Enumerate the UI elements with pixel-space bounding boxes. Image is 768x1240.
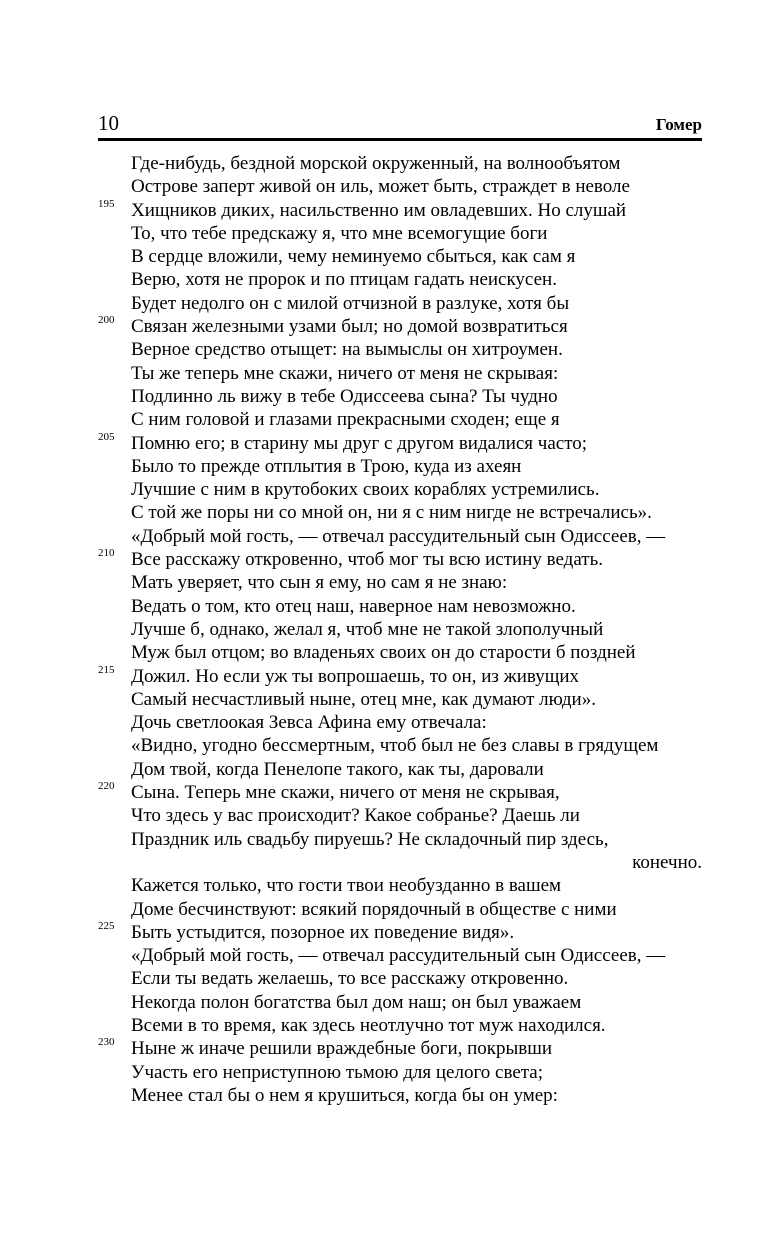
verse-line bbox=[98, 385, 702, 408]
verse-text: Менее стал бы о нем я крушиться, когда бы он умер: bbox=[131, 1084, 558, 1106]
verse-line bbox=[98, 478, 702, 501]
line-number: 220 bbox=[98, 780, 115, 793]
header-rule bbox=[98, 138, 702, 141]
verse-line bbox=[98, 618, 702, 641]
verse-line bbox=[98, 921, 702, 944]
verse-text: Мать уверяет, что сын я ему, но сам я не знаю: bbox=[131, 572, 508, 594]
verse-line bbox=[98, 338, 702, 361]
verse-line bbox=[98, 641, 702, 664]
verse-text: Хищников диких, насильственно им овладевших. Но слушай bbox=[131, 199, 627, 221]
verse-line bbox=[98, 525, 702, 548]
verse-line bbox=[98, 501, 702, 524]
verse-text: Ты же теперь мне скажи, ничего от меня не скрывая: bbox=[131, 362, 559, 384]
verse-line bbox=[98, 245, 702, 268]
verse-line bbox=[98, 432, 702, 455]
verse-line bbox=[98, 828, 702, 851]
verse-text: Острове заперт живой он иль, может быть, страждет в неволе bbox=[131, 176, 630, 198]
verse-text: Было то прежде отплытия в Трою, куда из ахеян bbox=[131, 455, 522, 477]
verse-line bbox=[98, 711, 702, 734]
line-number: 215 bbox=[98, 663, 115, 676]
verse-text: Верное средство отыщет: на вымыслы он хитроумен. bbox=[131, 339, 563, 361]
verse-line bbox=[98, 315, 702, 338]
verse-text: Дом твой, когда Пенелопе такого, как ты, даровали bbox=[131, 758, 544, 780]
verse-line bbox=[98, 967, 702, 990]
verse-line bbox=[98, 175, 702, 198]
verse-line bbox=[98, 734, 702, 757]
verse-text: конечно. bbox=[632, 851, 702, 873]
verse-text: Если ты ведать желаешь, то все расскажу откровенно. bbox=[131, 968, 569, 990]
verse-line bbox=[98, 571, 702, 594]
verse-text: Сына. Теперь мне скажи, ничего от меня не скрывая, bbox=[131, 782, 560, 804]
verse-line bbox=[98, 1084, 702, 1107]
verse-text: То, что тебе предскажу я, что мне всемогущие боги bbox=[131, 222, 548, 244]
verse-line bbox=[98, 944, 702, 967]
verse-text: Ведать о том, кто отец наш, наверное нам невозможно. bbox=[131, 595, 576, 617]
verse-text: Праздник иль свадьбу пируешь? Не складочный пир здесь, bbox=[131, 828, 609, 850]
verse-text: Всеми в то время, как здесь неотлучно тот муж находился. bbox=[131, 1014, 606, 1036]
verse-text: «Добрый мой гость, — отвечал рассудительный сын Одиссеев, — bbox=[131, 525, 666, 547]
verse-line bbox=[98, 152, 702, 175]
line-number: 200 bbox=[98, 314, 115, 327]
verse-text: Лучше б, однако, желал я, чтоб мне не такой злополучный bbox=[131, 618, 604, 640]
page-number: 10 bbox=[98, 111, 119, 135]
verse-line bbox=[98, 688, 702, 711]
verse-line bbox=[98, 595, 702, 618]
verse-line bbox=[98, 268, 702, 291]
verse-text: Подлинно ль вижу в тебе Одиссеева сына? Ты чудно bbox=[131, 385, 558, 407]
verse-line bbox=[98, 665, 702, 688]
verse-text: Муж был отцом; во владеньях своих он до старости б поздней bbox=[131, 642, 636, 664]
verse-text: Некогда полон богатства был дом наш; он был уважаем bbox=[131, 991, 582, 1013]
verse-text: Быть устыдится, позорное их поведение видя». bbox=[131, 921, 515, 943]
verse-line bbox=[98, 781, 702, 804]
line-number: 225 bbox=[98, 919, 115, 932]
verse-line bbox=[98, 408, 702, 431]
verse-text: Верю, хотя не пророк и по птицам гадать неискусен. bbox=[131, 269, 557, 291]
poem-text bbox=[98, 152, 702, 1107]
verse-line bbox=[98, 758, 702, 781]
verse-text: С той же поры ни со мной он, ни я с ним нигде не встречались». bbox=[131, 502, 652, 524]
verse-line bbox=[98, 199, 702, 222]
verse-line bbox=[98, 991, 702, 1014]
verse-line bbox=[98, 851, 702, 874]
verse-line bbox=[98, 292, 702, 315]
verse-line bbox=[98, 1037, 702, 1060]
verse-text: С ним головой и глазами прекрасными сходен; еще я bbox=[131, 409, 560, 431]
verse-text: «Добрый мой гость, — отвечал рассудительный сын Одиссеев, — bbox=[131, 945, 666, 967]
verse-text: Лучшие с ним в крутобоких своих кораблях устремились. bbox=[131, 479, 600, 501]
verse-line bbox=[98, 362, 702, 385]
line-number: 210 bbox=[98, 547, 115, 560]
verse-text: В сердце вложили, чему неминуемо сбыться, как сам я bbox=[131, 246, 576, 268]
verse-line bbox=[98, 874, 702, 897]
verse-text: Кажется только, что гости твои необузданно в вашем bbox=[131, 875, 562, 897]
verse-line bbox=[98, 222, 702, 245]
verse-line bbox=[98, 804, 702, 827]
verse-line bbox=[98, 898, 702, 921]
line-number: 205 bbox=[98, 430, 115, 443]
line-number: 195 bbox=[98, 197, 115, 210]
verse-text: Связан железными узами был; но домой возвратиться bbox=[131, 316, 568, 338]
verse-text: Доме бесчинствуют: всякий порядочный в обществе с ними bbox=[131, 898, 617, 920]
verse-text: Дожил. Но если уж ты вопрошаешь, то он, из живущих bbox=[131, 665, 580, 687]
verse-text: Что здесь у вас происходит? Какое собранье? Даешь ли bbox=[131, 805, 580, 827]
verse-text: Где-нибудь, бездной морской окруженный, на волнообъятом bbox=[131, 153, 621, 174]
line-number: 230 bbox=[98, 1036, 115, 1049]
verse-text: Дочь светлоокая Зевса Афина ему отвечала: bbox=[131, 712, 487, 734]
verse-text: Самый несчастливый ныне, отец мне, как думают люди». bbox=[131, 688, 596, 710]
verse-text: Участь его неприступною тьмою для целого света; bbox=[131, 1061, 543, 1083]
verse-line bbox=[98, 455, 702, 478]
verse-text: Помню его; в старину мы друг с другом видалися часто; bbox=[131, 432, 588, 454]
verse-text: Ныне ж иначе решили враждебные боги, покрывши bbox=[131, 1038, 553, 1060]
verse-line bbox=[98, 1014, 702, 1037]
verse-text: Будет недолго он с милой отчизной в разлуке, хотя бы bbox=[131, 292, 570, 314]
running-head: Гомер bbox=[655, 115, 702, 134]
verse-text: Все расскажу откровенно, чтоб мог ты всю истину ведать. bbox=[131, 549, 603, 571]
verse-line bbox=[98, 548, 702, 571]
verse-text: «Видно, угодно бессмертным, чтоб был не без славы в грядущем bbox=[131, 735, 659, 757]
verse-line bbox=[98, 1061, 702, 1084]
